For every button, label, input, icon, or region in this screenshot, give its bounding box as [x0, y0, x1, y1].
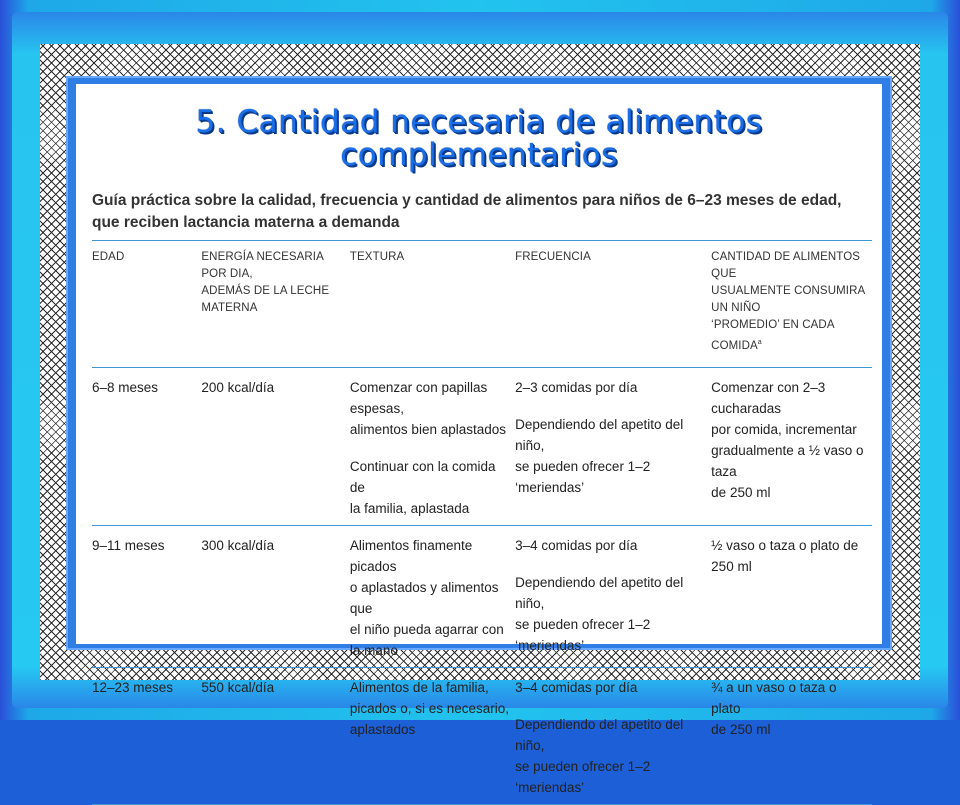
header-frecuencia: FRECUENCIA	[515, 241, 711, 368]
cell-edad: 12–23 meses	[92, 667, 201, 804]
table-header-row	[92, 241, 872, 368]
cell-textura: Alimentos de la familia, picados o, si es necesario, aplastados	[350, 667, 515, 804]
cell-edad: 9–11 meses	[92, 525, 201, 667]
table-row	[92, 667, 872, 804]
header-energia: ENERGÍA NECESARIA POR DIA, ADEMÁS DE LA LECHE MATERNA	[201, 241, 350, 368]
cell-textura: Comenzar con papillas espesas, alimentos bien aplastados Continuar con la comida de la familia, aplastada	[350, 367, 515, 525]
cell-textura: Alimentos finamente picados o aplastados y alimentos que el niño pueda agarrar con la mano	[350, 525, 515, 667]
cell-energia: 200 kcal/día	[201, 367, 350, 525]
header-cantidad: CANTIDAD DE ALIMENTOS QUE USUALMENTE CONSUMIRA UN NIÑO ‘PROMEDIO’ EN CADA COMIDA$^a$	[711, 241, 872, 368]
header-textura: TEXTURA	[350, 241, 515, 368]
cell-frecuencia: 3–4 comidas por día Dependiendo del apetito del niño, se pueden ofrecer 1–2 ‘meriendas’	[515, 667, 711, 804]
footnote-marker: a	[757, 339, 762, 346]
feeding-guide-table	[92, 240, 872, 805]
table-row	[92, 367, 872, 525]
cell-cantidad: Comenzar con 2–3 cucharadas por comida, incrementar gradualmente a ½ vaso o taza de 250 ml	[711, 367, 872, 525]
slide-title-line2: complementarios	[340, 137, 618, 173]
table-caption	[92, 190, 872, 234]
cell-frecuencia: 3–4 comidas por día Dependiendo del apetito del niño, se pueden ofrecer 1–2 ‘meriendas’	[515, 525, 711, 667]
table-caption-line2: que reciben lactancia materna a demanda	[92, 214, 400, 231]
slide-content	[76, 84, 882, 795]
slide-title-line1: 5. Cantidad necesaria de alimentos	[195, 104, 763, 140]
cell-cantidad: ¾ a un vaso o taza o plato de 250 ml	[711, 667, 872, 804]
cell-frecuencia: 2–3 comidas por día Dependiendo del apetito del niño, se pueden ofrecer 1–2 ‘meriendas’	[515, 367, 711, 525]
cell-cantidad: ½ vaso o taza o plato de 250 ml	[711, 525, 872, 667]
table-row	[92, 525, 872, 667]
cell-energia: 300 kcal/día	[201, 525, 350, 667]
slide-title	[76, 106, 882, 172]
cell-energia: 550 kcal/día	[201, 667, 350, 804]
table-caption-line1: Guía práctica sobre la calidad, frecuencia y cantidad de alimentos para niños de 6–23 meses de edad,	[92, 192, 842, 209]
cell-edad: 6–8 meses	[92, 367, 201, 525]
header-edad: EDAD	[92, 241, 201, 368]
